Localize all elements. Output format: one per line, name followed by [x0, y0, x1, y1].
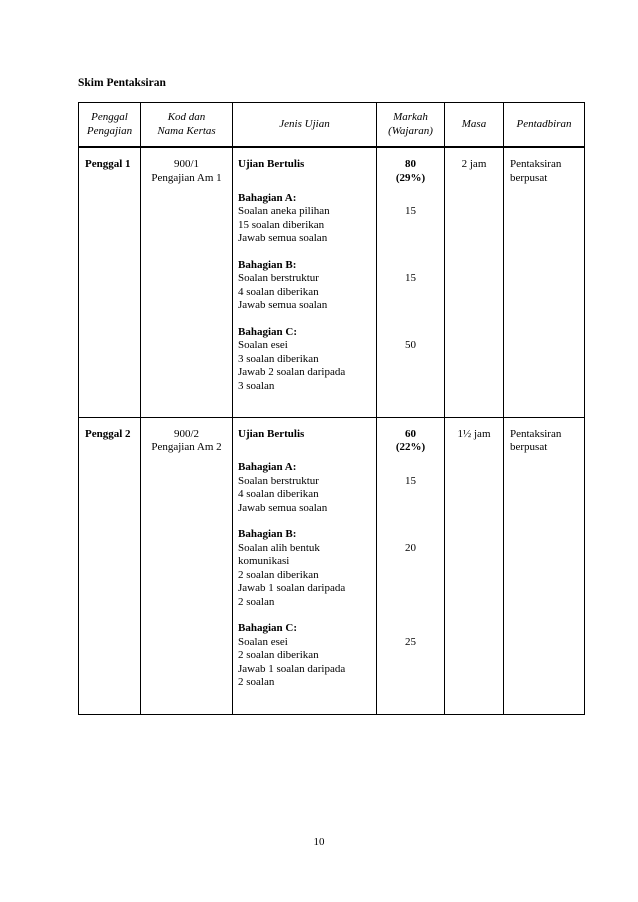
pentadbiran-cell: [504, 417, 585, 714]
col-header-pentadbiran: Pentadbiran: [504, 103, 585, 148]
bahagian-line: Jawab 1 soalan daripada: [238, 582, 346, 594]
assessment-table: [78, 102, 585, 715]
bahagian-line: 15 soalan diberikan: [238, 218, 325, 231]
markah-cell: [377, 417, 445, 714]
pentadbiran-line: Pentaksiran: [510, 427, 562, 440]
bahagian-markah-value: 25: [405, 635, 416, 648]
markah-cell: [377, 147, 445, 417]
kertas-name: Pengajian Am 1: [151, 171, 222, 184]
page-heading: Skim Pentaksiran: [78, 77, 166, 89]
kod-code: 900/2: [173, 427, 200, 440]
col-header-jenis: Jenis Ujian: [233, 103, 377, 148]
kod-cell: [141, 147, 233, 417]
bahagian-line: 2 soalan diberikan: [238, 649, 319, 661]
penggal-cell: Penggal 1: [79, 147, 141, 417]
bahagian-block: [238, 259, 372, 313]
bahagian-markah-value: 15: [405, 205, 416, 217]
bahagian-line: 4 soalan diberikan: [238, 285, 319, 298]
bahagian-line: Soalan esei: [238, 635, 288, 648]
masa-cell: 2 jam: [445, 147, 504, 417]
bahagian-line: Jawab semua soalan: [238, 501, 328, 514]
table-header-row: [79, 103, 585, 148]
col-header-masa: Masa: [445, 103, 504, 148]
ujian-title: Ujian Bertulis: [238, 158, 305, 170]
bahagian-line: 2 soalan diberikan: [238, 568, 319, 581]
masa-cell: 1½ jam: [445, 417, 504, 714]
kod-cell: [141, 417, 233, 714]
bahagian-markah: [377, 339, 444, 407]
bahagian-title: Bahagian A:: [238, 461, 297, 473]
wajaran: (29%): [395, 171, 426, 184]
bahagian-title: Bahagian B:: [238, 528, 297, 540]
kod-code: 900/1: [173, 158, 200, 170]
wajaran: (22%): [395, 441, 426, 453]
bahagian-block: [238, 528, 372, 609]
pentadbiran-line: Pentaksiran: [510, 158, 562, 170]
markah-total: 60: [405, 427, 416, 440]
bahagian-line: 2 soalan: [238, 676, 275, 688]
bahagian-markah: [377, 636, 444, 704]
bahagian-line: Soalan berstruktur: [238, 272, 319, 284]
bahagian-markah: [377, 475, 444, 529]
bahagian-markah-value: 15: [405, 474, 416, 487]
bahagian-line: 3 soalan diberikan: [238, 352, 319, 365]
bahagian-line: Jawab semua soalan: [238, 232, 328, 244]
jenis-cell: [233, 147, 377, 417]
bahagian-markah: [377, 542, 444, 623]
bahagian-line: Jawab 1 soalan daripada: [238, 662, 346, 675]
bahagian-block: [238, 326, 372, 394]
col-header-kod: Kod dan Nama Kertas: [141, 103, 233, 148]
pentadbiran-line: berpusat: [510, 171, 548, 184]
pentadbiran-line: berpusat: [510, 441, 548, 453]
bahagian-line: Soalan esei: [238, 339, 288, 351]
bahagian-line: 3 soalan: [238, 379, 275, 392]
col-header-penggal: Penggal Pengajian: [79, 103, 141, 148]
table-row: [79, 417, 585, 714]
page-number: 10: [313, 836, 325, 848]
bahagian-title: Bahagian C:: [238, 325, 297, 338]
bahagian-line: Soalan aneka pilihan: [238, 205, 330, 217]
penggal-cell: Penggal 2: [79, 417, 141, 714]
col-header-markah: Markah (Wajaran): [377, 103, 445, 148]
ujian-title: Ujian Bertulis: [238, 427, 305, 440]
bahagian-line: Jawab 2 soalan daripada: [238, 366, 346, 378]
bahagian-markah-value: 15: [405, 272, 416, 284]
bahagian-markah-value: 50: [405, 339, 416, 351]
bahagian-line: Soalan alih bentuk: [238, 541, 320, 554]
jenis-cell: [233, 417, 377, 714]
bahagian-markah-value: 20: [405, 541, 416, 554]
bahagian-line: 2 soalan: [238, 595, 275, 608]
bahagian-line: 4 soalan diberikan: [238, 488, 319, 500]
bahagian-block: [238, 622, 372, 690]
bahagian-markah: [377, 205, 444, 259]
bahagian-markah: [377, 272, 444, 326]
markah-total: 80: [405, 158, 416, 170]
bahagian-block: [238, 192, 372, 246]
bahagian-title: Bahagian C:: [238, 622, 297, 634]
bahagian-title: Bahagian B:: [238, 258, 297, 271]
bahagian-title: Bahagian A:: [238, 191, 297, 204]
bahagian-line: Jawab semua soalan: [238, 299, 328, 311]
pentadbiran-cell: [504, 147, 585, 417]
bahagian-line: komunikasi: [238, 555, 290, 567]
bahagian-block: [238, 461, 372, 515]
kertas-name: Pengajian Am 2: [151, 441, 222, 453]
bahagian-line: Soalan berstruktur: [238, 474, 319, 487]
table-row: [79, 147, 585, 417]
